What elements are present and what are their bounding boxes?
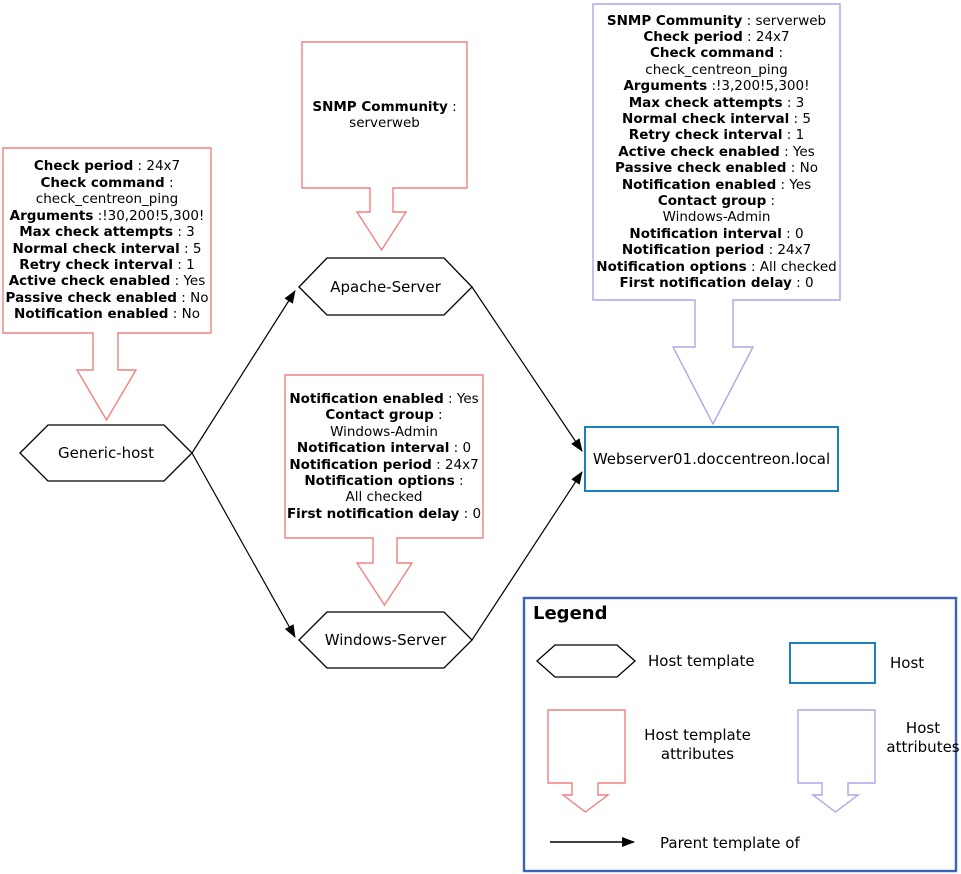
attribute-value: :!3,200!5,300! [707,78,810,95]
attribute-line [593,78,840,94]
attribute-line [593,13,840,29]
legend-host-attributes-label: Host attributes [886,719,960,756]
attribute-label: Max check attempts [628,94,783,111]
host-node-label: Webserver01.doccentreon.local [592,450,831,468]
attribute-line [3,290,211,306]
attribute-value: : Yes [170,273,206,290]
attribute-line [593,209,840,225]
attribute-value: : [454,472,464,489]
attribute-value: : [447,98,457,115]
attribute-value: : 24x7 [742,28,790,45]
legend-host-template-attributes-label: Host template attributes [644,726,751,763]
attribute-line [593,242,840,258]
attribute-value: : [433,407,443,424]
generic-host-attributes-text [3,148,211,333]
attribute-label: Check period [643,28,743,45]
attribute-label: Check command [40,174,165,191]
attribute-line [593,45,840,61]
attribute-label: Check command [650,45,775,62]
attribute-value: : Yes [443,390,479,407]
attribute-label: First notification delay [619,275,792,292]
attribute-value: : All checked [746,258,837,275]
generic-host-node-label: Generic-host [58,444,154,462]
attribute-value: All checked [345,489,423,506]
attribute-value: : [774,45,783,62]
attribute-label: Max check attempts [19,224,174,241]
attribute-line [3,257,211,273]
attribute-label: Retry check interval [19,256,173,273]
attribute-line [593,127,840,143]
attribute-value: : 5 [179,240,202,257]
attribute-label: Normal check interval [622,110,790,127]
attribute-line [3,224,211,240]
attribute-line [302,115,467,131]
attribute-line [3,158,211,174]
attribute-line [285,489,483,505]
arrow-apache-to-host [472,287,582,451]
attribute-value: : 24x7 [764,242,812,259]
attribute-line [285,407,483,423]
attribute-label: Arguments [623,78,708,95]
attribute-value: : [766,193,776,210]
attribute-label: Active check enabled [8,273,171,290]
legend-host-template-label: Host template [648,652,755,670]
attribute-line [302,99,467,115]
attribute-line [593,144,840,160]
attribute-label: Notification enabled [289,390,444,407]
attribute-line [593,193,840,209]
attribute-value: : 0 [781,225,804,242]
attribute-value: : 24x7 [133,158,181,175]
attribute-value: : 0 [459,505,482,522]
attribute-line [285,440,483,456]
attribute-value: : 1 [782,127,805,144]
legend-host-template-shape [537,645,635,677]
attribute-line [285,506,483,522]
attribute-line [3,191,211,207]
attribute-value: : 3 [173,224,195,241]
attribute-label: Normal check interval [12,240,180,257]
attribute-value: : 0 [449,440,472,457]
attribute-line [3,273,211,289]
attribute-line [593,29,840,45]
attribute-label: Passive check enabled [615,160,787,177]
attribute-label: Notification interval [629,225,782,242]
attribute-value: : 3 [782,94,805,111]
attribute-value: : Yes [779,143,815,160]
attribute-line [285,457,483,473]
attribute-label: Notification period [621,242,765,259]
attribute-label: Active check enabled [618,143,780,160]
attribute-value: serverweb [349,115,420,131]
attribute-value: Windows-Admin [330,423,438,440]
attribute-value: check_centreon_ping [645,61,788,78]
attribute-label: Notification enabled [14,306,169,323]
attribute-value: : 24x7 [431,456,479,473]
attribute-label: Notification options [304,472,455,489]
attribute-line [285,391,483,407]
attribute-value: :!30,200!5,300! [93,207,205,224]
attribute-value: : 5 [789,110,811,127]
attribute-line [593,160,840,176]
attribute-line [3,241,211,257]
legend-host-template-attributes-shape [548,710,625,812]
attribute-value: : 0 [791,275,814,292]
attribute-line [285,473,483,489]
attribute-value: : No [168,306,200,323]
attribute-line [593,226,840,242]
attribute-label: Contact group [325,407,434,424]
attribute-label: Notification options [596,258,747,275]
attribute-label: Contact group [657,193,767,210]
attribute-line [3,306,211,322]
attribute-line [593,275,840,291]
attribute-line [593,177,840,193]
attribute-line [593,62,840,78]
attribute-line [3,175,211,191]
windows-server-node-label: Windows-Server [324,631,447,649]
attribute-line [285,424,483,440]
arrow-generic-to-windows [192,453,295,637]
attribute-value: : No [176,289,209,306]
attribute-label: First notification delay [286,505,460,522]
legend-host-label: Host [890,654,925,672]
attribute-label: Retry check interval [628,127,783,144]
attribute-label: Notification period [289,456,432,473]
windows-notification-attributes-text [285,375,483,538]
attribute-label: SNMP Community [312,98,448,115]
host-attributes-text [593,4,840,300]
legend-host-attributes-shape [798,710,875,812]
legend-title: Legend [533,603,608,624]
attribute-value: check_centreon_ping [35,191,179,208]
attribute-label: Passive check enabled [5,289,177,306]
attribute-value: : serverweb [742,12,827,29]
attribute-value: : [164,174,174,191]
apache-server-node-label: Apache-Server [330,277,441,296]
attribute-label: Notification enabled [621,176,777,193]
attribute-label: SNMP Community [606,12,743,29]
attribute-line [593,259,840,275]
legend-host-shape [790,643,875,683]
attribute-line [3,208,211,224]
apache-snmp-attributes-text [302,42,467,188]
attribute-label: Check period [33,158,134,175]
attribute-value: : 1 [172,256,195,273]
legend-parent-template-label: Parent template of [660,833,800,852]
attribute-line [593,111,840,127]
attribute-line [593,95,840,111]
attribute-value: Windows-Admin [662,209,771,226]
attribute-label: Arguments [9,207,94,224]
attribute-value: : No [786,160,818,177]
attribute-value: : Yes [776,176,812,193]
attribute-label: Notification interval [296,440,450,457]
